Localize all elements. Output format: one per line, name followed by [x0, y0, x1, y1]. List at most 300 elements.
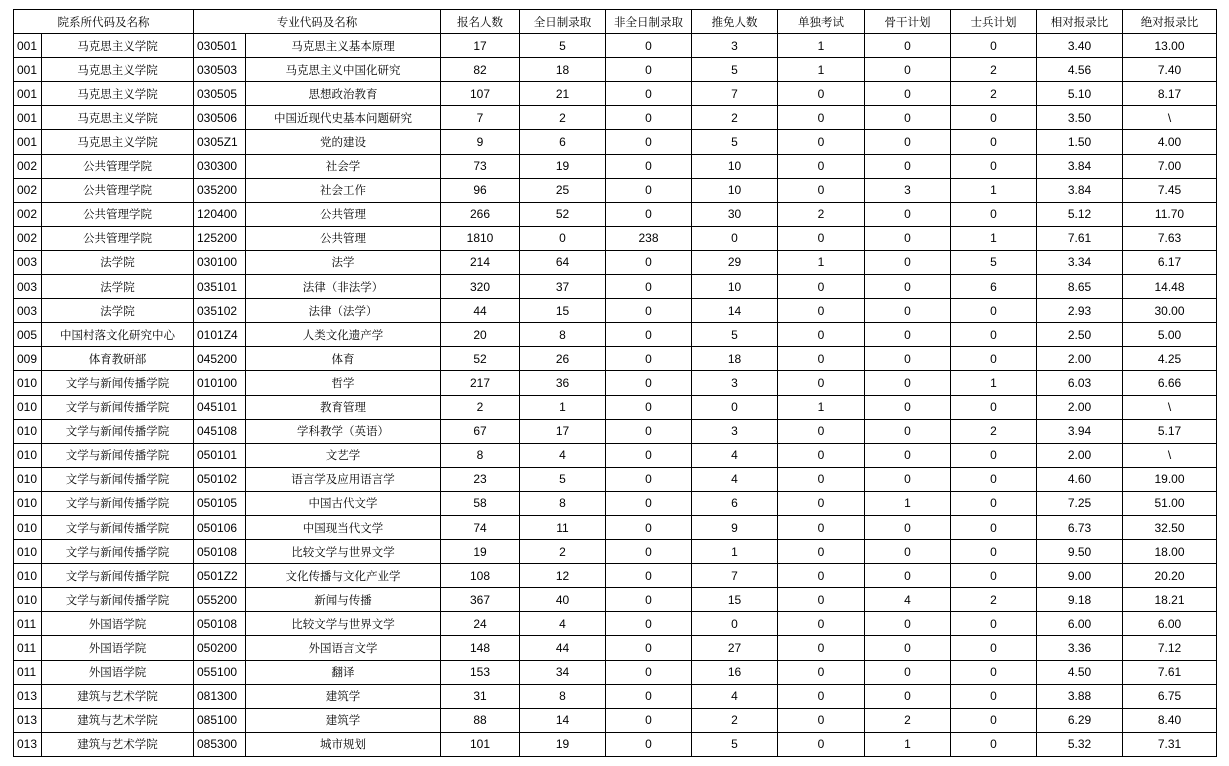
cell-dept-code: 001	[14, 58, 42, 82]
cell-dept-name: 文学与新闻传播学院	[42, 540, 194, 564]
cell-absolute-ratio: 8.17	[1123, 82, 1217, 106]
cell-exempt: 0	[692, 395, 778, 419]
cell-major-code: 085100	[194, 708, 246, 732]
cell-soldier: 0	[951, 323, 1037, 347]
cell-exempt: 5	[692, 323, 778, 347]
cell-dept-name: 公共管理学院	[42, 154, 194, 178]
cell-exempt: 5	[692, 58, 778, 82]
cell-dept-code: 010	[14, 395, 42, 419]
header-applicants: 报名人数	[441, 10, 520, 34]
cell-major-code: 050108	[194, 612, 246, 636]
cell-backbone: 0	[865, 299, 951, 323]
cell-backbone: 0	[865, 202, 951, 226]
cell-separate: 0	[778, 491, 865, 515]
cell-separate: 0	[778, 540, 865, 564]
cell-fulltime: 44	[520, 636, 606, 660]
cell-absolute-ratio: 7.63	[1123, 226, 1217, 250]
cell-exempt: 4	[692, 467, 778, 491]
header-exempt: 推免人数	[692, 10, 778, 34]
cell-soldier: 0	[951, 347, 1037, 371]
cell-dept-code: 013	[14, 684, 42, 708]
cell-absolute-ratio: 7.31	[1123, 732, 1217, 756]
cell-dept-name: 公共管理学院	[42, 202, 194, 226]
cell-relative-ratio: 3.88	[1037, 684, 1123, 708]
cell-dept-name: 建筑与艺术学院	[42, 684, 194, 708]
cell-dept-name: 建筑与艺术学院	[42, 708, 194, 732]
cell-separate: 0	[778, 515, 865, 539]
cell-separate: 0	[778, 732, 865, 756]
cell-dept-name: 文学与新闻传播学院	[42, 515, 194, 539]
cell-major-code: 120400	[194, 202, 246, 226]
cell-parttime: 0	[606, 515, 692, 539]
cell-soldier: 5	[951, 250, 1037, 274]
cell-major-name: 中国近现代史基本问题研究	[246, 106, 441, 130]
table-row	[14, 540, 1217, 564]
cell-major-code: 050108	[194, 540, 246, 564]
cell-dept-name: 文学与新闻传播学院	[42, 588, 194, 612]
cell-backbone: 0	[865, 443, 951, 467]
cell-relative-ratio: 9.50	[1037, 540, 1123, 564]
cell-fulltime: 26	[520, 347, 606, 371]
cell-relative-ratio: 3.36	[1037, 636, 1123, 660]
cell-dept-code: 010	[14, 371, 42, 395]
cell-exempt: 5	[692, 130, 778, 154]
cell-backbone: 0	[865, 660, 951, 684]
cell-parttime: 0	[606, 106, 692, 130]
cell-parttime: 0	[606, 34, 692, 58]
cell-exempt: 0	[692, 226, 778, 250]
cell-fulltime: 4	[520, 443, 606, 467]
cell-backbone: 3	[865, 178, 951, 202]
cell-dept-code: 003	[14, 299, 42, 323]
cell-backbone: 4	[865, 588, 951, 612]
cell-fulltime: 11	[520, 515, 606, 539]
cell-separate: 2	[778, 202, 865, 226]
cell-major-name: 社会工作	[246, 178, 441, 202]
cell-dept-code: 002	[14, 154, 42, 178]
cell-applicants: 31	[441, 684, 520, 708]
cell-backbone: 0	[865, 106, 951, 130]
cell-relative-ratio: 5.32	[1037, 732, 1123, 756]
cell-dept-code: 010	[14, 515, 42, 539]
cell-relative-ratio: 2.00	[1037, 347, 1123, 371]
cell-dept-code: 002	[14, 178, 42, 202]
cell-dept-code: 011	[14, 660, 42, 684]
header-row	[14, 10, 1217, 34]
cell-soldier: 0	[951, 708, 1037, 732]
cell-absolute-ratio: 11.70	[1123, 202, 1217, 226]
cell-dept-code: 001	[14, 106, 42, 130]
table-row	[14, 588, 1217, 612]
cell-absolute-ratio: 14.48	[1123, 275, 1217, 299]
cell-parttime: 0	[606, 564, 692, 588]
cell-major-code: 085300	[194, 732, 246, 756]
table-row	[14, 250, 1217, 274]
cell-relative-ratio: 2.93	[1037, 299, 1123, 323]
table-row	[14, 154, 1217, 178]
cell-relative-ratio: 5.12	[1037, 202, 1123, 226]
cell-soldier: 0	[951, 515, 1037, 539]
cell-dept-name: 建筑与艺术学院	[42, 732, 194, 756]
cell-dept-code: 001	[14, 130, 42, 154]
cell-absolute-ratio: 4.25	[1123, 347, 1217, 371]
cell-major-code: 050102	[194, 467, 246, 491]
cell-separate: 0	[778, 612, 865, 636]
cell-fulltime: 8	[520, 684, 606, 708]
cell-parttime: 0	[606, 491, 692, 515]
cell-dept-code: 003	[14, 250, 42, 274]
cell-applicants: 217	[441, 371, 520, 395]
table-row	[14, 660, 1217, 684]
cell-fulltime: 5	[520, 467, 606, 491]
cell-separate: 0	[778, 443, 865, 467]
cell-exempt: 3	[692, 371, 778, 395]
cell-soldier: 0	[951, 154, 1037, 178]
cell-backbone: 1	[865, 732, 951, 756]
cell-parttime: 0	[606, 202, 692, 226]
cell-relative-ratio: 3.34	[1037, 250, 1123, 274]
cell-major-code: 045200	[194, 347, 246, 371]
cell-applicants: 24	[441, 612, 520, 636]
cell-soldier: 2	[951, 82, 1037, 106]
cell-backbone: 0	[865, 323, 951, 347]
cell-parttime: 0	[606, 178, 692, 202]
cell-applicants: 107	[441, 82, 520, 106]
cell-absolute-ratio: 7.12	[1123, 636, 1217, 660]
header-separate: 单独考试	[778, 10, 865, 34]
cell-major-code: 030300	[194, 154, 246, 178]
cell-exempt: 29	[692, 250, 778, 274]
cell-relative-ratio: 8.65	[1037, 275, 1123, 299]
cell-backbone: 0	[865, 467, 951, 491]
cell-backbone: 0	[865, 275, 951, 299]
cell-parttime: 0	[606, 467, 692, 491]
cell-absolute-ratio: \	[1123, 443, 1217, 467]
cell-parttime: 0	[606, 130, 692, 154]
cell-backbone: 0	[865, 540, 951, 564]
cell-dept-name: 体育教研部	[42, 347, 194, 371]
cell-major-code: 050106	[194, 515, 246, 539]
cell-major-name: 公共管理	[246, 226, 441, 250]
cell-fulltime: 4	[520, 612, 606, 636]
cell-applicants: 67	[441, 419, 520, 443]
cell-absolute-ratio: 20.20	[1123, 564, 1217, 588]
cell-separate: 1	[778, 395, 865, 419]
cell-relative-ratio: 6.73	[1037, 515, 1123, 539]
cell-exempt: 6	[692, 491, 778, 515]
admission-ratio-table	[13, 9, 1217, 757]
cell-relative-ratio: 9.00	[1037, 564, 1123, 588]
cell-relative-ratio: 9.18	[1037, 588, 1123, 612]
cell-major-name: 翻译	[246, 660, 441, 684]
cell-parttime: 0	[606, 732, 692, 756]
cell-soldier: 0	[951, 299, 1037, 323]
cell-parttime: 0	[606, 323, 692, 347]
cell-exempt: 2	[692, 106, 778, 130]
cell-major-code: 030100	[194, 250, 246, 274]
cell-relative-ratio: 7.25	[1037, 491, 1123, 515]
cell-major-code: 0101Z4	[194, 323, 246, 347]
cell-applicants: 8	[441, 443, 520, 467]
cell-dept-name: 马克思主义学院	[42, 106, 194, 130]
cell-exempt: 4	[692, 443, 778, 467]
cell-applicants: 20	[441, 323, 520, 347]
cell-major-name: 社会学	[246, 154, 441, 178]
cell-applicants: 214	[441, 250, 520, 274]
cell-backbone: 0	[865, 130, 951, 154]
cell-major-name: 法学	[246, 250, 441, 274]
cell-absolute-ratio: 7.00	[1123, 154, 1217, 178]
cell-absolute-ratio: 19.00	[1123, 467, 1217, 491]
cell-parttime: 0	[606, 58, 692, 82]
cell-soldier: 1	[951, 226, 1037, 250]
cell-dept-name: 法学院	[42, 250, 194, 274]
cell-major-name: 法律（法学）	[246, 299, 441, 323]
cell-applicants: 52	[441, 347, 520, 371]
cell-major-code: 030501	[194, 34, 246, 58]
cell-soldier: 0	[951, 684, 1037, 708]
table-row	[14, 323, 1217, 347]
cell-dept-name: 外国语学院	[42, 660, 194, 684]
cell-exempt: 10	[692, 275, 778, 299]
cell-major-name: 语言学及应用语言学	[246, 467, 441, 491]
cell-soldier: 0	[951, 732, 1037, 756]
cell-relative-ratio: 2.00	[1037, 443, 1123, 467]
cell-applicants: 44	[441, 299, 520, 323]
cell-separate: 0	[778, 299, 865, 323]
cell-backbone: 0	[865, 250, 951, 274]
cell-major-code: 125200	[194, 226, 246, 250]
table-row	[14, 130, 1217, 154]
cell-major-name: 体育	[246, 347, 441, 371]
cell-relative-ratio: 3.94	[1037, 419, 1123, 443]
header-dept: 院系所代码及名称	[14, 10, 194, 34]
cell-fulltime: 6	[520, 130, 606, 154]
cell-relative-ratio: 4.60	[1037, 467, 1123, 491]
cell-dept-code: 001	[14, 34, 42, 58]
header-major: 专业代码及名称	[194, 10, 441, 34]
cell-absolute-ratio: 32.50	[1123, 515, 1217, 539]
table-row	[14, 34, 1217, 58]
cell-separate: 1	[778, 58, 865, 82]
cell-absolute-ratio: \	[1123, 106, 1217, 130]
cell-fulltime: 21	[520, 82, 606, 106]
cell-soldier: 6	[951, 275, 1037, 299]
table-row	[14, 275, 1217, 299]
cell-dept-code: 005	[14, 323, 42, 347]
cell-absolute-ratio: 6.75	[1123, 684, 1217, 708]
cell-dept-name: 文学与新闻传播学院	[42, 443, 194, 467]
cell-dept-name: 马克思主义学院	[42, 34, 194, 58]
cell-soldier: 0	[951, 34, 1037, 58]
cell-absolute-ratio: 51.00	[1123, 491, 1217, 515]
cell-major-code: 045108	[194, 419, 246, 443]
cell-applicants: 148	[441, 636, 520, 660]
cell-backbone: 0	[865, 419, 951, 443]
cell-parttime: 0	[606, 299, 692, 323]
cell-relative-ratio: 6.29	[1037, 708, 1123, 732]
cell-absolute-ratio: 6.17	[1123, 250, 1217, 274]
cell-soldier: 0	[951, 612, 1037, 636]
cell-parttime: 0	[606, 612, 692, 636]
cell-major-name: 马克思主义中国化研究	[246, 58, 441, 82]
cell-dept-name: 法学院	[42, 299, 194, 323]
cell-dept-name: 马克思主义学院	[42, 58, 194, 82]
cell-major-code: 0305Z1	[194, 130, 246, 154]
cell-parttime: 0	[606, 588, 692, 612]
cell-relative-ratio: 6.00	[1037, 612, 1123, 636]
cell-absolute-ratio: 7.61	[1123, 660, 1217, 684]
cell-parttime: 0	[606, 443, 692, 467]
cell-major-code: 035200	[194, 178, 246, 202]
cell-dept-name: 中国村落文化研究中心	[42, 323, 194, 347]
cell-major-code: 045101	[194, 395, 246, 419]
cell-absolute-ratio: 18.21	[1123, 588, 1217, 612]
cell-applicants: 17	[441, 34, 520, 58]
cell-fulltime: 12	[520, 564, 606, 588]
cell-backbone: 0	[865, 636, 951, 660]
cell-major-name: 中国现当代文学	[246, 515, 441, 539]
cell-soldier: 0	[951, 106, 1037, 130]
admission-table-sheet	[13, 9, 1217, 757]
cell-fulltime: 25	[520, 178, 606, 202]
table-row	[14, 371, 1217, 395]
header-parttime: 非全日制录取	[606, 10, 692, 34]
cell-applicants: 153	[441, 660, 520, 684]
cell-backbone: 0	[865, 612, 951, 636]
cell-dept-name: 文学与新闻传播学院	[42, 419, 194, 443]
cell-backbone: 0	[865, 347, 951, 371]
cell-separate: 0	[778, 708, 865, 732]
cell-applicants: 73	[441, 154, 520, 178]
cell-absolute-ratio: 5.17	[1123, 419, 1217, 443]
cell-separate: 0	[778, 323, 865, 347]
cell-exempt: 5	[692, 732, 778, 756]
cell-exempt: 27	[692, 636, 778, 660]
cell-parttime: 0	[606, 395, 692, 419]
cell-dept-code: 010	[14, 588, 42, 612]
cell-applicants: 96	[441, 178, 520, 202]
cell-fulltime: 5	[520, 34, 606, 58]
cell-soldier: 0	[951, 636, 1037, 660]
cell-dept-code: 003	[14, 275, 42, 299]
table-row	[14, 178, 1217, 202]
cell-dept-name: 文学与新闻传播学院	[42, 371, 194, 395]
cell-applicants: 367	[441, 588, 520, 612]
cell-fulltime: 0	[520, 226, 606, 250]
cell-applicants: 7	[441, 106, 520, 130]
cell-fulltime: 1	[520, 395, 606, 419]
cell-exempt: 9	[692, 515, 778, 539]
cell-relative-ratio: 3.50	[1037, 106, 1123, 130]
cell-major-code: 0501Z2	[194, 564, 246, 588]
header-soldier: 士兵计划	[951, 10, 1037, 34]
cell-dept-code: 002	[14, 226, 42, 250]
cell-separate: 0	[778, 564, 865, 588]
cell-relative-ratio: 4.50	[1037, 660, 1123, 684]
cell-major-name: 教育管理	[246, 395, 441, 419]
cell-fulltime: 52	[520, 202, 606, 226]
cell-exempt: 7	[692, 82, 778, 106]
cell-soldier: 0	[951, 660, 1037, 684]
cell-absolute-ratio: 18.00	[1123, 540, 1217, 564]
cell-major-name: 公共管理	[246, 202, 441, 226]
cell-fulltime: 40	[520, 588, 606, 612]
cell-absolute-ratio: \	[1123, 395, 1217, 419]
cell-parttime: 0	[606, 347, 692, 371]
table-row	[14, 515, 1217, 539]
cell-soldier: 0	[951, 443, 1037, 467]
cell-major-name: 建筑学	[246, 708, 441, 732]
cell-applicants: 74	[441, 515, 520, 539]
cell-absolute-ratio: 6.66	[1123, 371, 1217, 395]
cell-dept-code: 013	[14, 708, 42, 732]
cell-fulltime: 8	[520, 491, 606, 515]
cell-dept-code: 010	[14, 491, 42, 515]
cell-soldier: 0	[951, 467, 1037, 491]
cell-dept-name: 公共管理学院	[42, 178, 194, 202]
cell-major-name: 人类文化遗产学	[246, 323, 441, 347]
cell-soldier: 2	[951, 419, 1037, 443]
cell-dept-name: 文学与新闻传播学院	[42, 395, 194, 419]
cell-major-name: 思想政治教育	[246, 82, 441, 106]
cell-major-code: 081300	[194, 684, 246, 708]
cell-major-code: 050105	[194, 491, 246, 515]
cell-parttime: 0	[606, 684, 692, 708]
cell-exempt: 30	[692, 202, 778, 226]
cell-exempt: 10	[692, 178, 778, 202]
cell-exempt: 0	[692, 612, 778, 636]
cell-major-name: 学科教学（英语）	[246, 419, 441, 443]
cell-parttime: 0	[606, 540, 692, 564]
cell-major-code: 050101	[194, 443, 246, 467]
cell-fulltime: 34	[520, 660, 606, 684]
cell-relative-ratio: 2.50	[1037, 323, 1123, 347]
cell-relative-ratio: 1.50	[1037, 130, 1123, 154]
cell-exempt: 10	[692, 154, 778, 178]
cell-parttime: 0	[606, 708, 692, 732]
table-body	[14, 34, 1217, 757]
cell-major-code: 030506	[194, 106, 246, 130]
cell-backbone: 0	[865, 564, 951, 588]
cell-soldier: 0	[951, 491, 1037, 515]
cell-dept-name: 马克思主义学院	[42, 130, 194, 154]
cell-major-code: 035101	[194, 275, 246, 299]
table-row	[14, 564, 1217, 588]
cell-relative-ratio: 2.00	[1037, 395, 1123, 419]
cell-dept-code: 013	[14, 732, 42, 756]
cell-major-name: 法律（非法学）	[246, 275, 441, 299]
cell-fulltime: 19	[520, 732, 606, 756]
cell-absolute-ratio: 13.00	[1123, 34, 1217, 58]
cell-applicants: 108	[441, 564, 520, 588]
cell-exempt: 14	[692, 299, 778, 323]
cell-relative-ratio: 7.61	[1037, 226, 1123, 250]
cell-exempt: 15	[692, 588, 778, 612]
cell-absolute-ratio: 4.00	[1123, 130, 1217, 154]
cell-parttime: 0	[606, 275, 692, 299]
cell-relative-ratio: 3.84	[1037, 154, 1123, 178]
table-row	[14, 106, 1217, 130]
cell-relative-ratio: 5.10	[1037, 82, 1123, 106]
cell-separate: 1	[778, 34, 865, 58]
cell-dept-name: 文学与新闻传播学院	[42, 564, 194, 588]
table-row	[14, 708, 1217, 732]
cell-absolute-ratio: 8.40	[1123, 708, 1217, 732]
cell-dept-code: 010	[14, 419, 42, 443]
cell-major-code: 035102	[194, 299, 246, 323]
cell-exempt: 3	[692, 419, 778, 443]
